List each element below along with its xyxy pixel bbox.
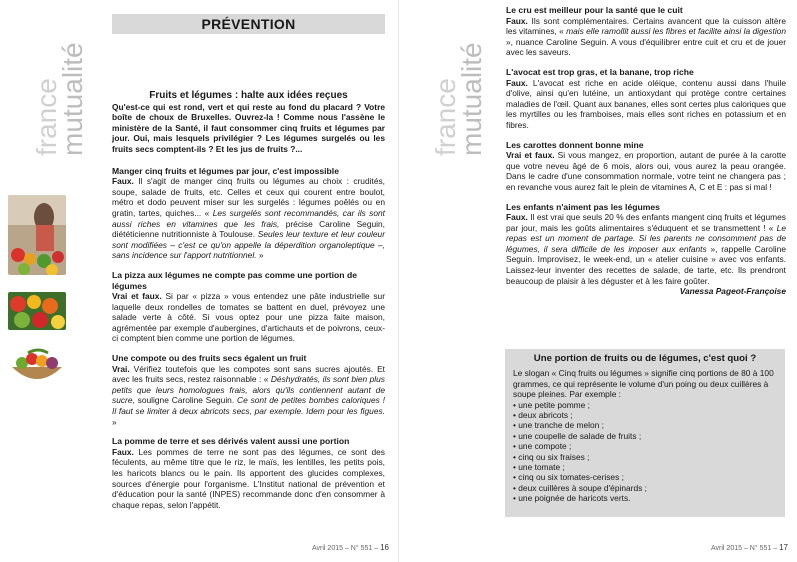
- verdict-label: Faux.: [112, 446, 134, 457]
- folio-page-number: 16: [380, 543, 389, 552]
- box-intro: Le slogan « Cinq fruits ou légumes » signifie cinq portions de 80 à 100 grammes, ce qui représente le volume d'un poing ou deux cuillères à soupe pleines. Par exemple :: [513, 368, 774, 400]
- brand-word-france: france: [31, 78, 62, 156]
- left-article-column: [112, 91, 385, 519]
- folio-page-number: 17: [779, 543, 788, 552]
- brand-word-mutualite: mutualité: [57, 42, 88, 156]
- list-item: • une tomate ;: [513, 462, 565, 473]
- portion-list: [513, 400, 777, 504]
- list-item: • une coupelle de salade de fruits ;: [513, 430, 642, 441]
- photo-fruit-basket: [8, 347, 66, 385]
- article-section: [506, 5, 786, 58]
- list-item: • une poignée de haricots verts.: [513, 493, 631, 504]
- verdict-label: Vrai et faux.: [112, 291, 162, 302]
- list-item: • deux abricots ;: [513, 410, 573, 421]
- list-item: • deux cuillères à soupe d'épinards ;: [513, 482, 647, 493]
- right-article-column: [506, 5, 786, 306]
- author-signature: Vanessa Pageot-Françoise: [679, 286, 786, 297]
- brand-logo-graphic: [419, 6, 489, 166]
- list-item: • cinq ou six tomates-cerises ;: [513, 472, 624, 483]
- article-section: [112, 436, 385, 510]
- article-intro: Qu'est-ce qui est rond, vert et qui reste au fond du placard ? Votre boîte de choux de Bruxelles. Ouvrez-la ! Comme nous l'assène le ministère de la Santé, il faut consommer cinq fruits et légumes par jour. Oui, mais lesquels privilégier ? Les légumes surgelés ou les fruits secs comptent-ils ? Et les jus de fruits ?...: [112, 101, 385, 154]
- page-folio: [711, 543, 788, 552]
- section-heading: Le cru est meilleur pour la santé que le cuit: [506, 5, 683, 15]
- article-section: [506, 202, 786, 297]
- verdict-label: Vrai et faux.: [506, 150, 555, 161]
- verdict-label: Faux.: [506, 212, 528, 223]
- verdict-label: Faux.: [506, 15, 528, 26]
- section-heading: La pizza aux légumes ne compte pas comme une portion de légumes: [112, 269, 357, 291]
- section-body: Vrai. Vérifiez toutefois que les compotes sont sans sucres ajoutés. Et avec les fruits secs, restez raisonnable : « Déshydratés, ils sont bien plus petits que leurs homologues frais, alors qu'ils contiennent autant de sucre, souligne Caroline Seguin. Ce sont de petites bombes caloriques ! Il faut se limiter à deux abricots secs, par exemple. Idem pour les figues. »: [112, 363, 385, 427]
- article-title: Fruits et légumes : halte aux idées reçues: [149, 90, 348, 101]
- section-heading: Les enfants n'aiment pas les légumes: [506, 201, 660, 212]
- article-section: [112, 166, 385, 261]
- section-heading: Manger cinq fruits et légumes par jour, c'est impossible: [112, 165, 339, 176]
- portion-info-box: [505, 349, 785, 517]
- article-section: [506, 67, 786, 131]
- section-body: Faux. Il est vrai que seuls 20 % des enfants mangent cinq fruits et légumes par jour, mais les goûts alimentaires s'éduquent et se transmettent ! « Le repas est un moment de partage. Si les parents ne consomment pas de légumes, il sera difficile de les imposer aux enfants », rappelle Caroline Seguin. Improvisez, le week-end, un « atelier cuisine » avec vos enfants. Laissez-leur inventer des recettes de salade, de tarte, etc. Ils prendront beaucoup de plaisir à les déguster et à les faire goûter.: [506, 212, 786, 286]
- brand-logo: [419, 6, 489, 166]
- folio-date: Avril 2015 – N° 551 –: [312, 545, 379, 552]
- section-body: Faux. L'avocat est riche en acide oléique, contenu aussi dans l'huile d'olive, ainsi qu'en lutéine, un antioxydant qui protège contre certaines maladies de l'œil. Quant aux bananes, elles sont certes plus caloriques que les myrtilles ou les framboises, mais elles sont riches en potassium et en fibres.: [506, 77, 786, 130]
- section-heading: La pomme de terre et ses dérivés valent aussi une portion: [112, 436, 350, 447]
- article-section: [112, 353, 385, 427]
- section-body: Faux. Ils sont complémentaires. Certains avancent que la cuisson altère les vitamines, « mais elle ramollit aussi les fibres et facilite ainsi la digestion », nuance Caroline Seguin. A vous d'équilibrer entre cuit et cru et de jouer avec les saveurs.: [506, 15, 786, 58]
- brand-word-mutualite: mutualité: [456, 42, 487, 156]
- list-item: • cinq ou six fraises ;: [513, 451, 590, 462]
- brand-word-france: france: [430, 78, 461, 156]
- photo-market: [8, 195, 66, 275]
- section-body: Faux. Il s'agit de manger cinq fruits ou légumes au choix : crudités, soupe, salade de fruits, etc. Celles et ceux qui courent entre boulot, métro et dodo peuvent miser sur les surgelés : légumes poêlés ou en gratin, tartes, quiches... « Les surgelés sont recommandés, car ils sont aussi riches en vitamines que les frais, précise Caroline Seguin, diététicienne nutritionniste à Toulouse. Seules leur texture et leur couleur sont modifiées – c'est ce qu'on appelle la déperdition organoleptique –, sans incidence sur l'apport nutritionnel. »: [112, 176, 385, 261]
- list-item: • une tranche de melon ;: [513, 420, 604, 431]
- brand-logo-graphic: [20, 6, 90, 166]
- section-heading: Une compote ou des fruits secs égalent un fruit: [112, 353, 307, 364]
- box-title: Une portion de fruits ou de légumes, c'est quoi ?: [533, 353, 757, 364]
- left-page: [0, 0, 398, 562]
- section-heading: L'avocat est trop gras, et la banane, trop riche: [506, 66, 694, 77]
- folio-date: Avril 2015 – N° 551 –: [711, 545, 778, 552]
- page-folio: [312, 543, 389, 552]
- verdict-label: Faux.: [112, 176, 134, 187]
- article-section: [506, 140, 786, 193]
- section-body: Faux. Les pommes de terre ne sont pas des légumes, ce sont des féculents, au même titre que le riz, le maïs, les lentilles, les petits pois, les haricots blancs ou le pain. Ils apportent des glucides complexes, sources d'énergie pour l'organisme. L'Institut national de prévention et d'éducation pour la santé (INPES) recommande donc d'en consommer à chaque repas, selon l'appétit.: [112, 446, 385, 510]
- verdict-label: Vrai.: [112, 363, 130, 374]
- verdict-label: Faux.: [506, 77, 528, 88]
- right-page: [399, 0, 797, 562]
- section-body: Vrai et faux. Si vous mangez, en proportion, autant de purée à la carotte que votre neveu âgé de 6 mois, alors oui, vous aurez la peau orangée. Dans le cadre d'une consommation normale, votre teint ne changera pas ; en revanche vous aurez fait le plein de vitamines A, C et E : pas si mal !: [506, 150, 787, 192]
- list-item: • une compote ;: [513, 441, 572, 452]
- section-body: Vrai et faux. Si par « pizza » vous entendez une pâte industrielle sur laquelle deux rondelles de tomates se battent en duel, prévoyez une salade verte à côté. Si vous optez pour une pizza faite maison, agrémentée par exemple d'aubergines, d'artichauts et de poivrons, ceux-ci comptent bien comme une portion de légumes.: [112, 291, 385, 344]
- brand-logo: [20, 6, 90, 166]
- section-header: PRÉVENTION: [112, 14, 385, 34]
- section-heading: Les carottes donnent bonne mine: [506, 139, 644, 150]
- list-item: • une petite pomme ;: [513, 399, 590, 410]
- photo-vegetables: [8, 292, 66, 330]
- article-section: [112, 270, 385, 344]
